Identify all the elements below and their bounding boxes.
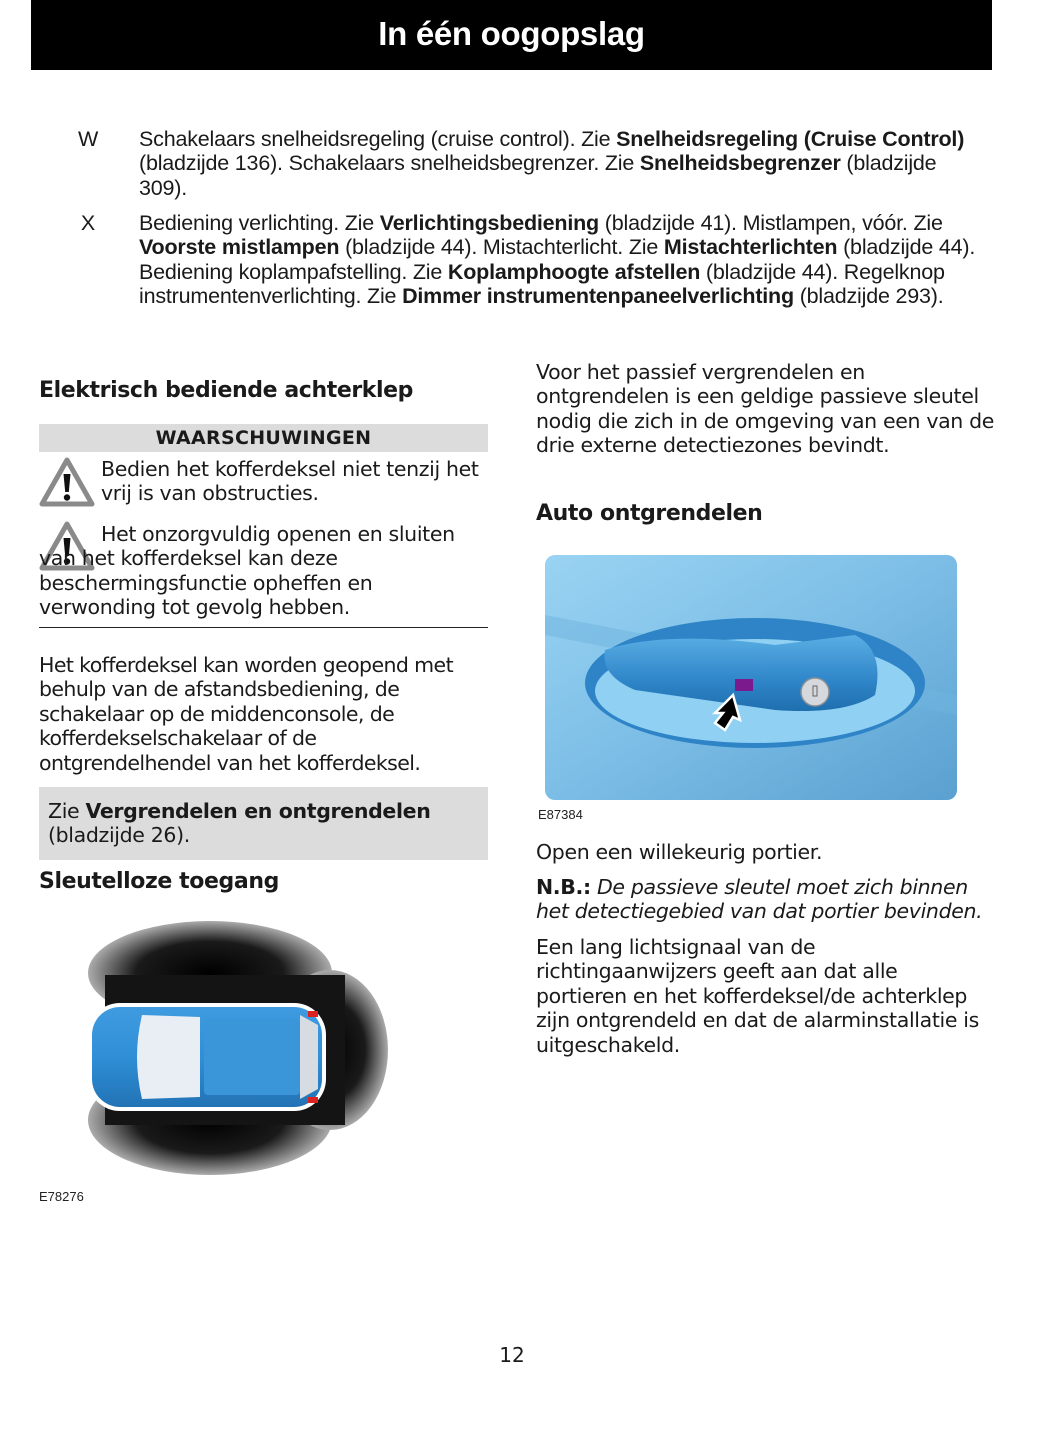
legend-item-x [70,211,990,309]
keyless-zones-figure [80,915,390,1185]
note-paragraph [536,875,996,924]
door-handle-figure [545,555,957,800]
cross-reference-link[interactable]: Koplamphoogte afstellen [447,259,701,284]
figure-caption: E87384 [538,807,583,822]
sensor-area [735,679,753,691]
legend-description: Schakelaars snelheidsregeling (cruise control). Zie Snelheidsregeling (Cruise Control) (bladzijde 136). Schakelaars snelheidsbegrenzer. Zie Snelheidsbegrenzer (bladzijde 309). [139,127,965,200]
legend-item-w [70,127,990,200]
section-title-unlock: Auto ontgrendelen [536,501,763,526]
tailgate-paragraph: Het kofferdeksel kan worden geopend met behulp van de afstandsbediening, de schakelaar op de middenconsole, de kofferdekselschakelaar of de ontgrendelhendel van het kofferdeksel. [39,653,454,775]
section-title-power-tailgate: Elektrisch bediende achterklep [39,378,414,403]
passive-entry-intro: Voor het passief vergrendelen en ontgrendelen is een geldige passieve sleutel nodig die zich in de omgeving van een van de drie externe detectiezones bevindt. [536,360,995,458]
page-title: In één oogopslag [378,15,645,52]
legend-key: W [77,127,99,151]
warnings-heading: WAARSCHUWINGEN [39,424,488,452]
cross-reference-link[interactable]: Vergrendelen en ontgrendelen [85,799,431,823]
unlock-step: Open een willekeurig portier. [536,840,823,864]
page-header [31,0,992,70]
legend-key: X [80,211,96,235]
unlock-result: Een lang lichtsignaal van de richtingaanwijzers geeft aan dat alle portieren en het kofferdeksel/de achterklep zijn ontgrendeld en dat de alarminstallatie is uitgeschakeld. [536,935,979,1057]
note-text: De passieve sleutel moet zich binnen het detectiegebied van dat portier bevinden. [536,875,983,924]
see-also-text: Zie Vergrendelen en ontgrendelen (bladzijde 26). [48,799,431,848]
cross-reference-link[interactable]: Voorste mistlampen [139,235,340,260]
divider [39,627,488,628]
warning-text: Bedien het kofferdeksel niet tenzij het vrij is van obstructies. [101,457,479,506]
warning-text: Het onzorgvuldig openen en sluiten van het kofferdeksel kan deze beschermingsfunctie opheffen en verwonding tot gevolg hebben. [39,522,455,620]
figure-caption: E78276 [39,1189,84,1204]
section-title-keyless-entry: Sleutelloze toegang [39,869,279,894]
cross-reference-link[interactable]: Snelheidsregeling (Cruise Control) [616,127,965,151]
cross-reference-link[interactable]: Dimmer instrumentenpaneelverlichting [402,284,794,309]
note-label: N.B.: [536,875,591,899]
page-number: 12 [499,1343,525,1367]
cross-reference-link[interactable]: Verlichtingsbediening [379,211,599,235]
legend-description: Bediening verlichting. Zie Verlichtingsbediening (bladzijde 41). Mistlampen, vóór. Zie Voorste mistlampen (bladzijde 44). Mistachterlicht. Zie Mistachterlichten (bladzijde 44). Bediening koplampafstelling. Zie Koplamphoogte afstellen (bladzijde 44). Regelknop instrumentenverlichting. Zie Dimmer instrumentenpaneelverlichting (bladzijde 293). [139,211,976,309]
warning-triangle-icon [39,457,95,507]
cross-reference-link[interactable]: Snelheidsbegrenzer [639,151,841,176]
cross-reference-link[interactable]: Mistachterlichten [663,235,838,260]
